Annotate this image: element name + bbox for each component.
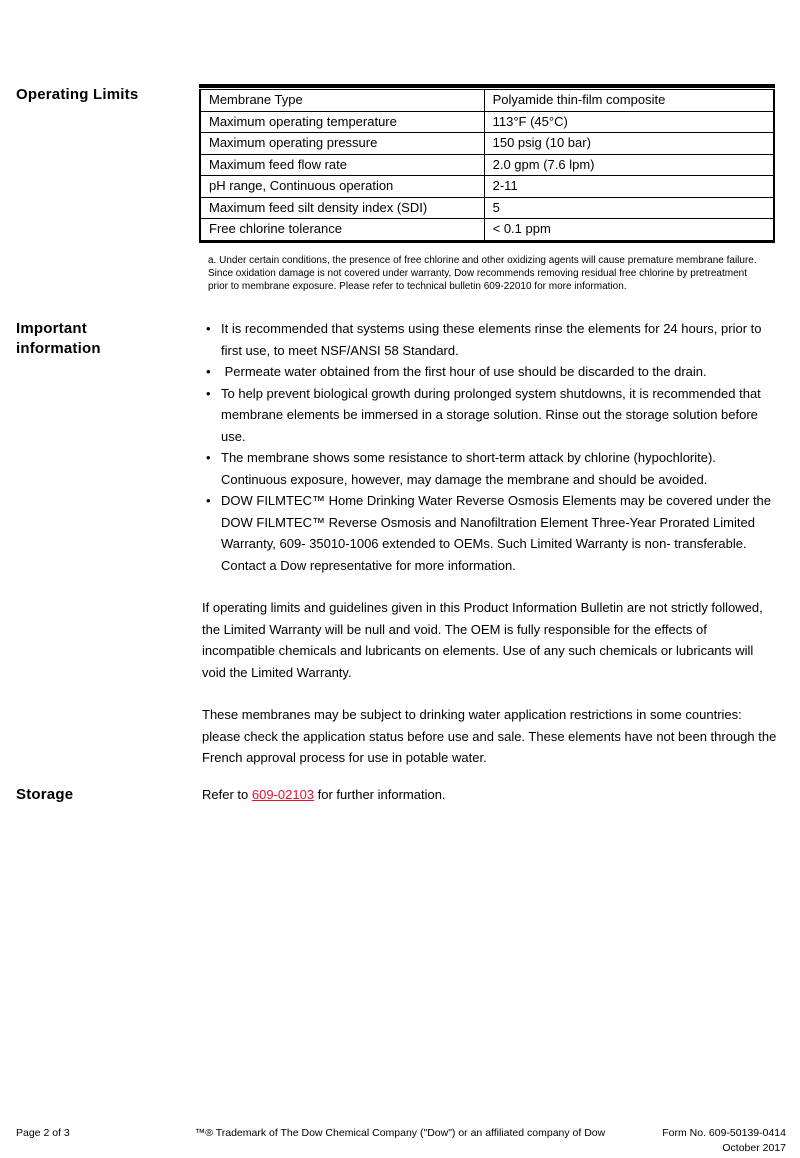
paragraph-warranty: If operating limits and guidelines given in this Product Information Bulletin are not strictly followed, the Limited Warranty will be null and void. The OEM is fully responsible for the effects of incompatible chemicals and lubricants on elements. Use of any such chemicals or lubricants will void the Limited Warranty. [202, 600, 763, 680]
page-number: Page 2 of 3 [16, 1127, 70, 1139]
trademark-note: ™® Trademark of The Dow Chemical Company ("Dow") or an affiliated company of Dow [194, 1127, 606, 1139]
list-item [202, 318, 777, 361]
list-item [202, 361, 777, 383]
bullet-text: The membrane shows some resistance to short-term attack by chlorine (hypochlorite). Continuous exposure, however, may damage the membrane and should be avoided. [221, 450, 720, 487]
bullet-text: DOW FILMTEC™ Home Drinking Water Reverse Osmosis Elements may be covered under the DOW FILMTEC™ Reverse Osmosis and Nanofiltration Element Three-Year Prorated Limited Warranty, 609- 35010-1006 extended to OEMs. Such Limited Warranty is non- transferable. Contact a Dow representative for more information. [221, 493, 775, 573]
section-operating-limits [0, 84, 800, 293]
table-cell-label: Maximum operating temperature [200, 111, 484, 133]
table-row [200, 197, 774, 219]
section-important-information [0, 318, 800, 769]
list-item [202, 383, 777, 448]
storage-heading: Storage [16, 786, 74, 803]
table-row [200, 154, 774, 176]
table-cell-value: < 0.1 ppm [484, 219, 774, 242]
table-cell-value: Polyamide thin-film composite [484, 90, 774, 112]
storage-heading-column [0, 784, 202, 805]
bullet-icon: • [206, 364, 211, 379]
table-cell-label: Maximum operating pressure [200, 133, 484, 155]
operating-limits-content [202, 84, 777, 293]
table-cell-value: 2-11 [484, 176, 774, 198]
bullet-icon: • [206, 493, 211, 508]
table-row [200, 111, 774, 133]
storage-content [202, 784, 777, 805]
table-row [200, 90, 774, 112]
bullet-icon: • [206, 321, 211, 336]
important-information-heading: Important information [16, 320, 101, 357]
operating-limits-table [199, 89, 775, 243]
issue-date: October 2017 [722, 1141, 786, 1154]
bullet-icon: • [206, 450, 211, 465]
bullet-list [202, 318, 777, 576]
bullet-text: To help prevent biological growth during prolonged system shutdowns, it is recommended that membrane elements be immersed in a storage solution. Rinse out the storage solution before use. [221, 385, 765, 444]
bullet-text: It is recommended that systems using these elements rinse the elements for 24 hours, prior to first use, to meet NSF/ANSI 58 Standard. [221, 321, 766, 358]
table-row [200, 176, 774, 198]
important-information-content [202, 318, 777, 769]
section-storage [0, 784, 800, 805]
footer-form-info [662, 1126, 786, 1155]
operating-limits-heading: Operating Limits [16, 86, 139, 103]
table-cell-value: 2.0 gpm (7.6 lpm) [484, 154, 774, 176]
list-item [202, 490, 777, 576]
table-cell-value: 150 psig (10 bar) [484, 133, 774, 155]
list-item [202, 447, 777, 490]
operating-limits-table-wrap [199, 84, 775, 243]
table-footnote-a: a. Under certain conditions, the presence of free chlorine and other oxidizing agents will cause premature membrane failure. Since oxidation damage is not covered under warranty, Dow recommends removing residual free chlorine by pretreatment prior to membrane exposure. Please refer to technical bulletin 609-22010 for more information. [208, 254, 757, 292]
operating-limits-heading-column [0, 84, 202, 293]
storage-text-after: for further information. [314, 787, 446, 802]
table-cell-label: pH range, Continuous operation [200, 176, 484, 198]
table-cell-label: Membrane Type [200, 90, 484, 112]
table-cell-label: Maximum feed silt density index (SDI) [200, 197, 484, 219]
table-cell-label: Free chlorine tolerance [200, 219, 484, 242]
bullet-text: Permeate water obtained from the first hour of use should be discarded to the drain. [221, 364, 707, 379]
table-row [200, 133, 774, 155]
storage-text [202, 784, 777, 805]
storage-document-link[interactable]: 609-02103 [251, 787, 315, 802]
paragraph-restrictions: These membranes may be subject to drinking water application restrictions in some countries: please check the application status before use and sale. These elements have not been through the French approval process for use in potable water. [202, 707, 777, 765]
table-row [200, 219, 774, 242]
storage-text-before: Refer to [202, 787, 252, 802]
form-number: Form No. 609-50139-0414 [662, 1127, 786, 1139]
bullet-icon: • [206, 385, 211, 401]
important-information-heading-column [0, 318, 202, 769]
table-cell-value: 113°F (45°C) [484, 111, 774, 133]
table-cell-label: Maximum feed flow rate [200, 154, 484, 176]
table-cell-value: 5 [484, 197, 774, 219]
